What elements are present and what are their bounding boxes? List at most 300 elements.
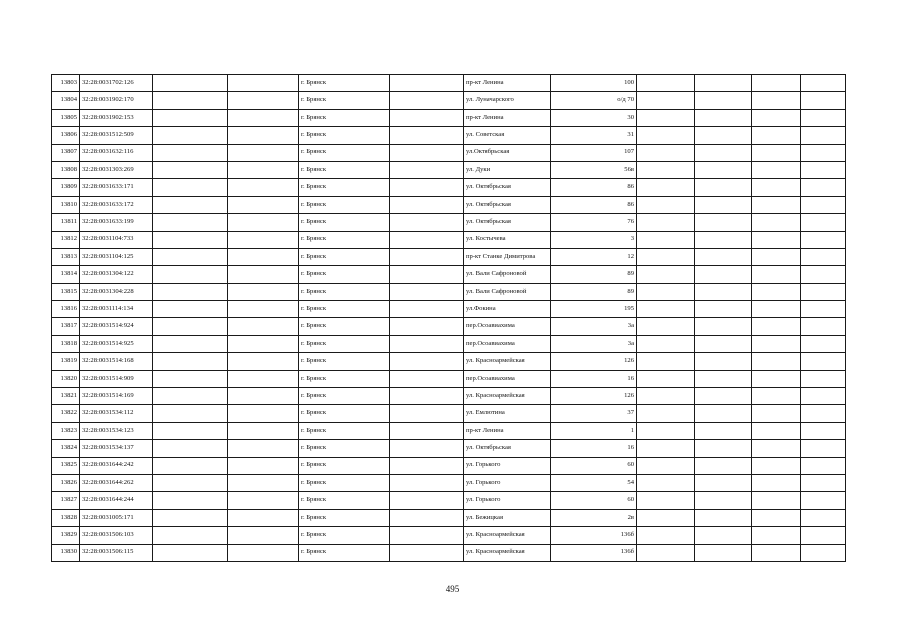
- empty-cell: [390, 248, 464, 265]
- empty-cell: [390, 179, 464, 196]
- empty-cell: [390, 196, 464, 213]
- record-number-cell: 13826: [52, 474, 80, 491]
- house-number-cell: 2в: [551, 509, 637, 526]
- table-row: [52, 509, 846, 526]
- house-number-cell: 16: [551, 440, 637, 457]
- empty-cell: [153, 109, 228, 126]
- street-cell: ул.Октябрьская: [464, 144, 551, 161]
- empty-cell: [752, 301, 801, 318]
- table-row: [52, 248, 846, 265]
- empty-cell: [695, 457, 752, 474]
- record-number-cell: 13806: [52, 127, 80, 144]
- table-row: [52, 422, 846, 439]
- record-number-cell: 13816: [52, 301, 80, 318]
- cadastral-number-cell: 32:28:0031104:125: [80, 248, 153, 265]
- street-cell: ул. Горького: [464, 457, 551, 474]
- empty-cell: [390, 75, 464, 92]
- empty-cell: [390, 474, 464, 491]
- street-cell: пр-кт Ленина: [464, 109, 551, 126]
- street-cell: пер.Осоавиахима: [464, 318, 551, 335]
- empty-cell: [752, 75, 801, 92]
- empty-cell: [637, 388, 695, 405]
- empty-cell: [637, 318, 695, 335]
- empty-cell: [801, 231, 846, 248]
- cadastral-number-cell: 32:28:0031514:168: [80, 353, 153, 370]
- empty-cell: [153, 440, 228, 457]
- table-row: [52, 161, 846, 178]
- empty-cell: [695, 544, 752, 561]
- table-row: [52, 318, 846, 335]
- empty-cell: [752, 144, 801, 161]
- empty-cell: [801, 544, 846, 561]
- empty-cell: [801, 527, 846, 544]
- table-row: [52, 127, 846, 144]
- empty-cell: [695, 196, 752, 213]
- street-cell: ул. Красноармейская: [464, 527, 551, 544]
- empty-cell: [801, 283, 846, 300]
- street-cell: пер.Осоавиахима: [464, 370, 551, 387]
- empty-cell: [752, 248, 801, 265]
- empty-cell: [752, 422, 801, 439]
- cadastral-number-cell: 32:28:0031644:262: [80, 474, 153, 491]
- page-number: 495: [445, 584, 460, 594]
- record-number-cell: 13819: [52, 353, 80, 370]
- empty-cell: [752, 335, 801, 352]
- empty-cell: [637, 301, 695, 318]
- empty-cell: [153, 492, 228, 509]
- empty-cell: [801, 92, 846, 109]
- empty-cell: [228, 544, 299, 561]
- cadastral-number-cell: 32:28:0031633:172: [80, 196, 153, 213]
- city-cell: г. Брянск: [299, 301, 390, 318]
- empty-cell: [228, 109, 299, 126]
- empty-cell: [228, 144, 299, 161]
- cadastral-number-cell: 32:28:0031114:134: [80, 301, 153, 318]
- empty-cell: [695, 422, 752, 439]
- empty-cell: [752, 92, 801, 109]
- empty-cell: [637, 214, 695, 231]
- empty-cell: [695, 527, 752, 544]
- cadastral-number-cell: 32:28:0031104:733: [80, 231, 153, 248]
- record-number-cell: 13830: [52, 544, 80, 561]
- empty-cell: [801, 75, 846, 92]
- city-cell: г. Брянск: [299, 283, 390, 300]
- city-cell: г. Брянск: [299, 509, 390, 526]
- empty-cell: [153, 457, 228, 474]
- city-cell: г. Брянск: [299, 75, 390, 92]
- street-cell: ул. Вали Сафроновой: [464, 283, 551, 300]
- street-cell: ул. Костычева: [464, 231, 551, 248]
- house-number-cell: 30: [551, 109, 637, 126]
- empty-cell: [801, 405, 846, 422]
- city-cell: г. Брянск: [299, 318, 390, 335]
- empty-cell: [390, 440, 464, 457]
- empty-cell: [801, 301, 846, 318]
- empty-cell: [390, 283, 464, 300]
- empty-cell: [801, 370, 846, 387]
- empty-cell: [390, 422, 464, 439]
- empty-cell: [153, 353, 228, 370]
- empty-cell: [390, 214, 464, 231]
- empty-cell: [695, 509, 752, 526]
- empty-cell: [390, 301, 464, 318]
- empty-cell: [228, 283, 299, 300]
- empty-cell: [695, 492, 752, 509]
- cadastral-number-cell: 32:28:0031902:153: [80, 109, 153, 126]
- empty-cell: [153, 266, 228, 283]
- city-cell: г. Брянск: [299, 422, 390, 439]
- empty-cell: [637, 266, 695, 283]
- empty-cell: [695, 266, 752, 283]
- street-cell: пр-кт Станке Димитрова: [464, 248, 551, 265]
- empty-cell: [637, 231, 695, 248]
- table-row: [52, 92, 846, 109]
- empty-cell: [801, 127, 846, 144]
- record-number-cell: 13804: [52, 92, 80, 109]
- empty-cell: [637, 544, 695, 561]
- empty-cell: [801, 144, 846, 161]
- empty-cell: [153, 161, 228, 178]
- table-row: [52, 214, 846, 231]
- empty-cell: [637, 474, 695, 491]
- city-cell: г. Брянск: [299, 179, 390, 196]
- empty-cell: [637, 92, 695, 109]
- record-number-cell: 13814: [52, 266, 80, 283]
- empty-cell: [153, 301, 228, 318]
- empty-cell: [228, 266, 299, 283]
- house-number-cell: 89: [551, 283, 637, 300]
- street-cell: пер.Осоавиахима: [464, 335, 551, 352]
- empty-cell: [801, 161, 846, 178]
- empty-cell: [801, 440, 846, 457]
- street-cell: ул. Дуки: [464, 161, 551, 178]
- empty-cell: [637, 509, 695, 526]
- empty-cell: [752, 492, 801, 509]
- empty-cell: [390, 353, 464, 370]
- empty-cell: [390, 370, 464, 387]
- empty-cell: [228, 405, 299, 422]
- empty-cell: [695, 248, 752, 265]
- cadastral-number-cell: 32:28:0031632:116: [80, 144, 153, 161]
- record-number-cell: 13813: [52, 248, 80, 265]
- empty-cell: [695, 370, 752, 387]
- empty-cell: [801, 509, 846, 526]
- empty-cell: [390, 335, 464, 352]
- empty-cell: [153, 248, 228, 265]
- empty-cell: [390, 109, 464, 126]
- city-cell: г. Брянск: [299, 527, 390, 544]
- street-cell: ул. Вали Сафроновой: [464, 266, 551, 283]
- city-cell: г. Брянск: [299, 457, 390, 474]
- empty-cell: [752, 161, 801, 178]
- empty-cell: [390, 509, 464, 526]
- empty-cell: [153, 283, 228, 300]
- empty-cell: [228, 161, 299, 178]
- empty-cell: [752, 179, 801, 196]
- record-number-cell: 13811: [52, 214, 80, 231]
- empty-cell: [153, 527, 228, 544]
- empty-cell: [637, 109, 695, 126]
- city-cell: г. Брянск: [299, 492, 390, 509]
- street-cell: ул. Октябрьская: [464, 179, 551, 196]
- empty-cell: [637, 196, 695, 213]
- house-number-cell: 126: [551, 388, 637, 405]
- empty-cell: [637, 283, 695, 300]
- property-registry-table: [51, 74, 846, 562]
- empty-cell: [390, 457, 464, 474]
- city-cell: г. Брянск: [299, 248, 390, 265]
- house-number-cell: 3а: [551, 318, 637, 335]
- empty-cell: [752, 457, 801, 474]
- table-row: [52, 144, 846, 161]
- cadastral-number-cell: 32:28:0031534:112: [80, 405, 153, 422]
- record-number-cell: 13823: [52, 422, 80, 439]
- city-cell: г. Брянск: [299, 266, 390, 283]
- empty-cell: [228, 179, 299, 196]
- cadastral-number-cell: 32:28:0031514:925: [80, 335, 153, 352]
- cadastral-number-cell: 32:28:0031534:137: [80, 440, 153, 457]
- registry-body: [52, 75, 846, 562]
- empty-cell: [695, 109, 752, 126]
- empty-cell: [695, 179, 752, 196]
- empty-cell: [153, 474, 228, 491]
- table-row: [52, 335, 846, 352]
- empty-cell: [228, 92, 299, 109]
- house-number-cell: 107: [551, 144, 637, 161]
- empty-cell: [153, 335, 228, 352]
- house-number-cell: 89: [551, 266, 637, 283]
- empty-cell: [695, 388, 752, 405]
- house-number-cell: о/д 70: [551, 92, 637, 109]
- empty-cell: [752, 231, 801, 248]
- street-cell: ул. Красноармейская: [464, 544, 551, 561]
- empty-cell: [228, 335, 299, 352]
- empty-cell: [637, 492, 695, 509]
- empty-cell: [390, 266, 464, 283]
- street-cell: пр-кт Ленина: [464, 422, 551, 439]
- record-number-cell: 13824: [52, 440, 80, 457]
- empty-cell: [637, 335, 695, 352]
- empty-cell: [153, 196, 228, 213]
- cadastral-number-cell: 32:28:0031633:199: [80, 214, 153, 231]
- empty-cell: [153, 509, 228, 526]
- city-cell: г. Брянск: [299, 161, 390, 178]
- empty-cell: [390, 318, 464, 335]
- city-cell: г. Брянск: [299, 109, 390, 126]
- table-row: [52, 231, 846, 248]
- cadastral-number-cell: 32:28:0031005:171: [80, 509, 153, 526]
- empty-cell: [801, 422, 846, 439]
- empty-cell: [153, 75, 228, 92]
- house-number-cell: 60: [551, 457, 637, 474]
- empty-cell: [752, 544, 801, 561]
- empty-cell: [228, 231, 299, 248]
- empty-cell: [801, 318, 846, 335]
- house-number-cell: 3а: [551, 335, 637, 352]
- house-number-cell: 3: [551, 231, 637, 248]
- table-row: [52, 492, 846, 509]
- empty-cell: [752, 527, 801, 544]
- empty-cell: [228, 318, 299, 335]
- table-row: [52, 75, 846, 92]
- record-number-cell: 13808: [52, 161, 80, 178]
- empty-cell: [801, 353, 846, 370]
- empty-cell: [228, 127, 299, 144]
- house-number-cell: 54: [551, 474, 637, 491]
- street-cell: ул. Октябрьская: [464, 196, 551, 213]
- empty-cell: [228, 527, 299, 544]
- empty-cell: [801, 109, 846, 126]
- empty-cell: [637, 144, 695, 161]
- table-row: [52, 283, 846, 300]
- empty-cell: [228, 457, 299, 474]
- empty-cell: [752, 353, 801, 370]
- empty-cell: [228, 422, 299, 439]
- record-number-cell: 13821: [52, 388, 80, 405]
- empty-cell: [801, 388, 846, 405]
- empty-cell: [752, 266, 801, 283]
- empty-cell: [801, 196, 846, 213]
- empty-cell: [752, 127, 801, 144]
- empty-cell: [228, 75, 299, 92]
- cadastral-number-cell: 32:28:0031633:171: [80, 179, 153, 196]
- empty-cell: [695, 283, 752, 300]
- empty-cell: [752, 388, 801, 405]
- house-number-cell: 100: [551, 75, 637, 92]
- house-number-cell: 60: [551, 492, 637, 509]
- table-row: [52, 266, 846, 283]
- empty-cell: [695, 231, 752, 248]
- empty-cell: [801, 474, 846, 491]
- empty-cell: [752, 214, 801, 231]
- city-cell: г. Брянск: [299, 353, 390, 370]
- empty-cell: [390, 161, 464, 178]
- city-cell: г. Брянск: [299, 144, 390, 161]
- empty-cell: [695, 214, 752, 231]
- table-row: [52, 301, 846, 318]
- empty-cell: [637, 127, 695, 144]
- city-cell: г. Брянск: [299, 405, 390, 422]
- city-cell: г. Брянск: [299, 335, 390, 352]
- cadastral-number-cell: 32:28:0031512:509: [80, 127, 153, 144]
- empty-cell: [153, 422, 228, 439]
- cadastral-number-cell: 32:28:0031514:169: [80, 388, 153, 405]
- empty-cell: [801, 266, 846, 283]
- city-cell: г. Брянск: [299, 544, 390, 561]
- registry-sheet: [51, 74, 846, 562]
- empty-cell: [637, 248, 695, 265]
- record-number-cell: 13829: [52, 527, 80, 544]
- empty-cell: [695, 474, 752, 491]
- empty-cell: [801, 335, 846, 352]
- street-cell: ул. Октябрьская: [464, 214, 551, 231]
- house-number-cell: 37: [551, 405, 637, 422]
- empty-cell: [390, 144, 464, 161]
- cadastral-number-cell: 32:28:0031514:909: [80, 370, 153, 387]
- empty-cell: [153, 92, 228, 109]
- street-cell: пр-кт Ленина: [464, 75, 551, 92]
- street-cell: ул. Октябрьская: [464, 440, 551, 457]
- empty-cell: [637, 75, 695, 92]
- empty-cell: [752, 370, 801, 387]
- empty-cell: [695, 353, 752, 370]
- table-row: [52, 196, 846, 213]
- table-row: [52, 353, 846, 370]
- empty-cell: [695, 75, 752, 92]
- empty-cell: [153, 144, 228, 161]
- record-number-cell: 13817: [52, 318, 80, 335]
- empty-cell: [637, 161, 695, 178]
- empty-cell: [801, 248, 846, 265]
- empty-cell: [752, 109, 801, 126]
- table-row: [52, 440, 846, 457]
- empty-cell: [228, 492, 299, 509]
- street-cell: ул.Фокина: [464, 301, 551, 318]
- empty-cell: [228, 440, 299, 457]
- house-number-cell: 86: [551, 196, 637, 213]
- house-number-cell: 31: [551, 127, 637, 144]
- record-number-cell: 13828: [52, 509, 80, 526]
- empty-cell: [637, 527, 695, 544]
- empty-cell: [228, 370, 299, 387]
- city-cell: г. Брянск: [299, 474, 390, 491]
- city-cell: г. Брянск: [299, 92, 390, 109]
- record-number-cell: 13820: [52, 370, 80, 387]
- empty-cell: [228, 301, 299, 318]
- empty-cell: [695, 405, 752, 422]
- record-number-cell: 13807: [52, 144, 80, 161]
- house-number-cell: 86: [551, 179, 637, 196]
- empty-cell: [637, 353, 695, 370]
- empty-cell: [637, 179, 695, 196]
- empty-cell: [153, 405, 228, 422]
- empty-cell: [637, 370, 695, 387]
- table-row: [52, 527, 846, 544]
- empty-cell: [153, 388, 228, 405]
- record-number-cell: 13822: [52, 405, 80, 422]
- house-number-cell: 126: [551, 353, 637, 370]
- empty-cell: [390, 92, 464, 109]
- empty-cell: [695, 127, 752, 144]
- house-number-cell: 195: [551, 301, 637, 318]
- table-row: [52, 457, 846, 474]
- table-row: [52, 179, 846, 196]
- empty-cell: [153, 214, 228, 231]
- empty-cell: [153, 231, 228, 248]
- empty-cell: [390, 544, 464, 561]
- empty-cell: [695, 92, 752, 109]
- empty-cell: [228, 353, 299, 370]
- city-cell: г. Брянск: [299, 370, 390, 387]
- empty-cell: [801, 214, 846, 231]
- cadastral-number-cell: 32:28:0031304:122: [80, 266, 153, 283]
- empty-cell: [752, 405, 801, 422]
- empty-cell: [695, 161, 752, 178]
- city-cell: г. Брянск: [299, 196, 390, 213]
- empty-cell: [695, 301, 752, 318]
- empty-cell: [390, 492, 464, 509]
- street-cell: ул. Горького: [464, 492, 551, 509]
- empty-cell: [637, 457, 695, 474]
- empty-cell: [752, 283, 801, 300]
- city-cell: г. Брянск: [299, 440, 390, 457]
- empty-cell: [752, 474, 801, 491]
- cadastral-number-cell: 32:28:0031644:244: [80, 492, 153, 509]
- empty-cell: [228, 214, 299, 231]
- empty-cell: [695, 318, 752, 335]
- empty-cell: [228, 388, 299, 405]
- cadastral-number-cell: 32:28:0031534:123: [80, 422, 153, 439]
